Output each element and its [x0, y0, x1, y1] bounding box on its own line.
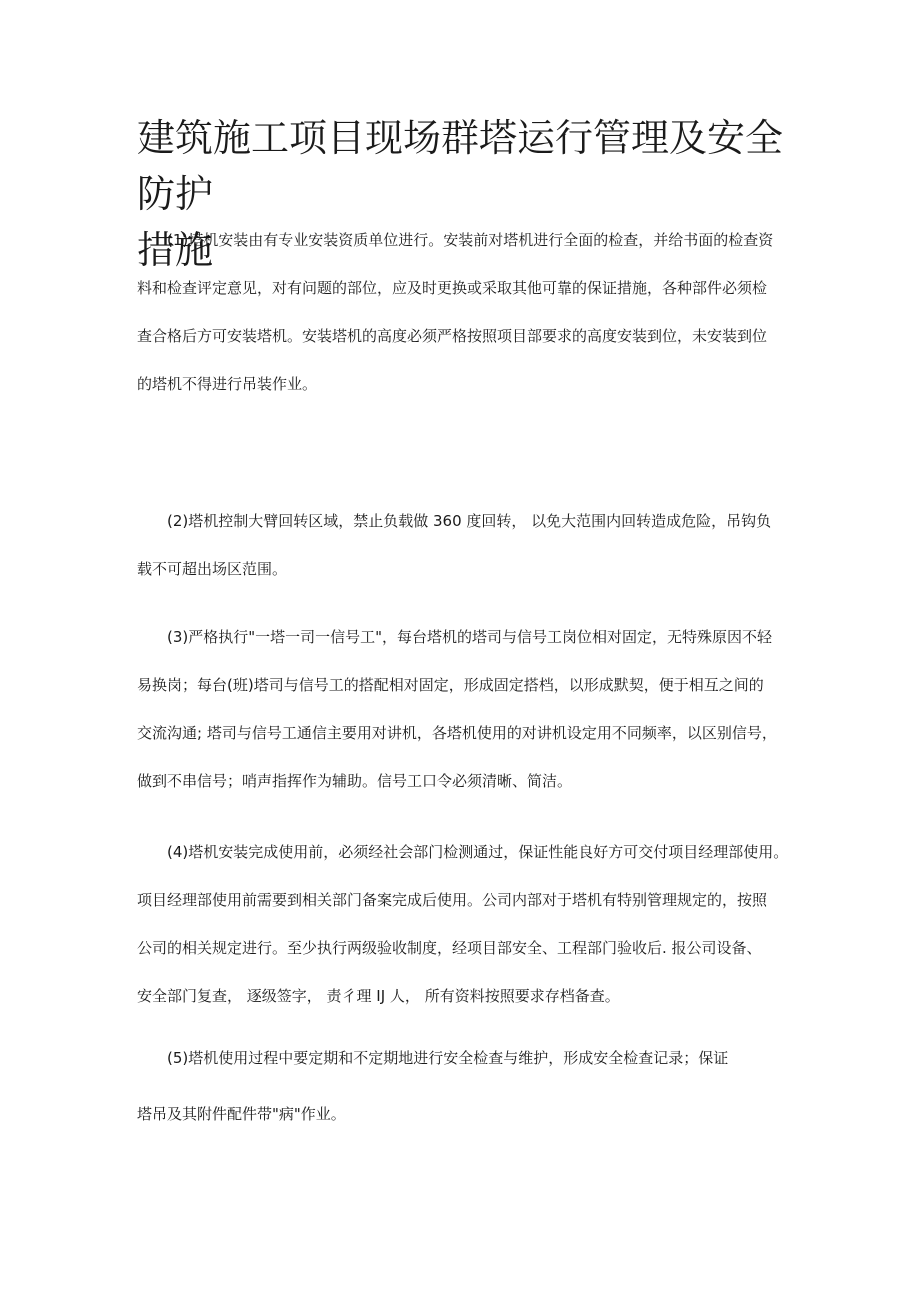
paragraph-line: 易换岗；每台(班)塔司与信号工的搭配相对固定，形成固定搭档，以形成默契，便于相互之间的 [137, 676, 764, 694]
paragraph-line: 载不可超出场区范围。 [137, 560, 288, 578]
paragraph-line: (1)塔机安装由有专业安装资质单位进行。安装前对塔机进行全面的检查，并给书面的检查资 [167, 231, 774, 249]
paragraph-4 [137, 840, 788, 1008]
paragraph-line: (4)塔机安装完成使用前，必须经社会部门检测通过，保证性能良好方可交付项目经理部使用。 [167, 843, 789, 861]
title-line-2: 措施 [137, 228, 214, 272]
paragraph-line: (5)塔机使用过程中要定期和不定期地进行安全检查与维护，形成安全检查记录；保证 [167, 1049, 729, 1067]
paragraph-line: (2)塔机控制大臂回转区域，禁止负载做 360 度回转， 以免大范围内回转造成危险，吊钩负 [167, 512, 772, 530]
paragraph-line: (3)严格执行"一塔一司一信号工"，每台塔机的塔司与信号工岗位相对固定，无特殊原因不轻 [167, 628, 773, 646]
paragraph-line: 做到不串信号；哨声指挥作为辅助。信号工口令必须清晰、简洁。 [137, 772, 573, 790]
paragraph-2 [137, 509, 771, 581]
title-line-1: 建筑施工项目现场群塔运行管理及安全防护 [137, 116, 784, 216]
paragraph-line: 安全部门复查， 逐级签字， 责彳理 IJ 人， 所有资料按照要求存档备查。 [137, 987, 620, 1005]
paragraph-5 [137, 1046, 728, 1126]
paragraph-line: 项目经理部使用前需要到相关部门备案完成后使用。公司内部对于塔机有特别管理规定的，按照 [137, 891, 768, 909]
paragraph-line: 塔吊及其附件配件带"病"作业。 [137, 1105, 346, 1123]
paragraph-3 [137, 625, 777, 793]
paragraph-line: 公司的相关规定进行。至少执行两级验收制度，经项目部安全、工程部门验收后. 报公司设备、 [137, 939, 762, 957]
paragraph-line: 交流沟通; 塔司与信号工通信主要用对讲机，各塔机使用的对讲机设定用不同频率，以区别信号， [137, 724, 777, 742]
paragraph-line: 的塔机不得进行吊装作业。 [137, 375, 318, 393]
paragraph-line: 查合格后方可安装塔机。安装塔机的高度必须严格按照项目部要求的高度安装到位，未安装到位 [137, 327, 768, 345]
paragraph-line: 料和检查评定意见，对有问题的部位，应及时更换或采取其他可靠的保证措施，各种部件必须检 [137, 279, 768, 297]
paragraph-1 [137, 228, 773, 396]
